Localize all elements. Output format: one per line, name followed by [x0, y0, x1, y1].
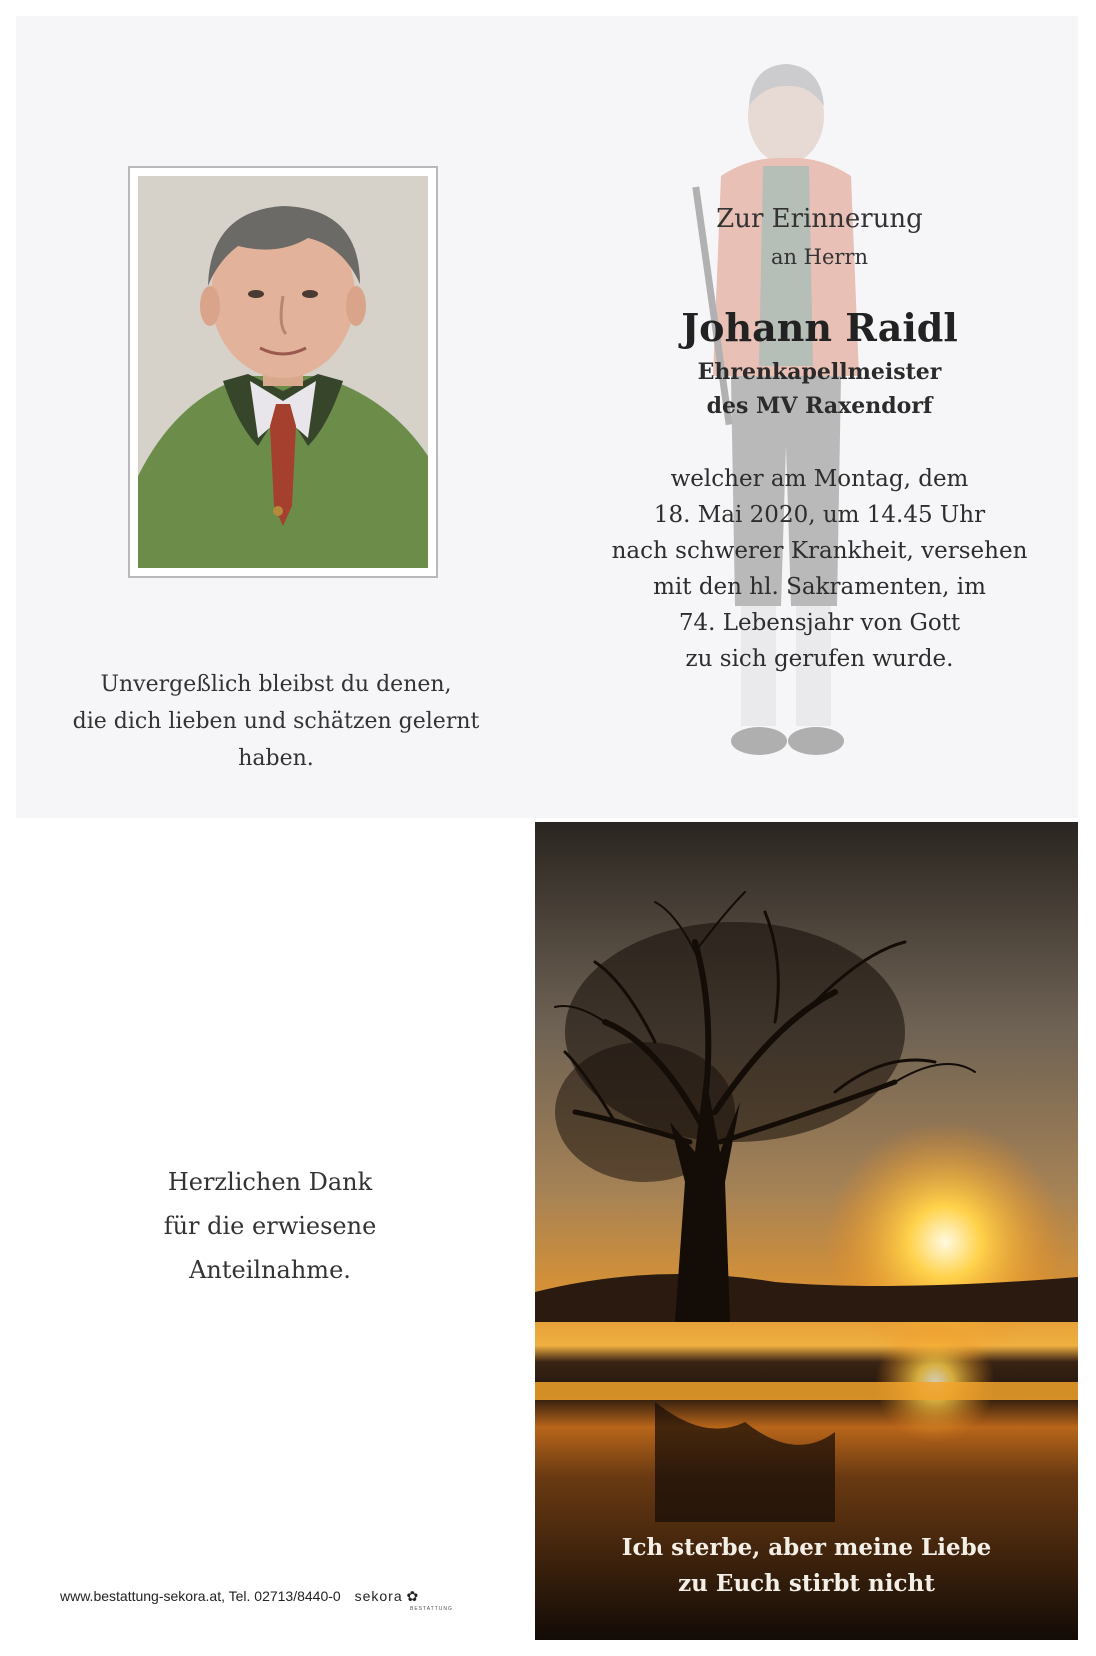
footer-contact: www.bestattung-sekora.at, Tel. 02713/8440-0	[60, 1588, 341, 1604]
quote-line: die dich lieben und schätzen gelernt haben.	[72, 709, 480, 771]
portrait-photo	[138, 176, 428, 568]
funeral-home-logo: sekora	[354, 1588, 403, 1604]
intro-heading: Zur Erinnerung	[716, 204, 923, 234]
quote-line: Unvergeßlich bleibst du denen,	[100, 672, 452, 697]
funeral-home-footer	[60, 1588, 453, 1612]
thanks-line: für die erwiesene	[163, 1212, 377, 1240]
memorial-quote	[46, 666, 506, 777]
death-line: 74. Lebensjahr von Gott	[678, 610, 961, 636]
death-line: 18. Mai 2020, um 14.45 Uhr	[653, 502, 986, 528]
leaf-icon: ✿	[406, 1588, 419, 1604]
cover-caption	[535, 1530, 1078, 1602]
honorary-title: Ehrenkapellmeister	[697, 359, 942, 385]
portrait-frame	[128, 166, 438, 578]
portrait-illustration	[138, 176, 428, 568]
deceased-name: Johann Raidl	[681, 305, 958, 350]
honorary-title-org: des MV Raxendorf	[706, 393, 933, 419]
caption-line: Ich sterbe, aber meine Liebe	[621, 1534, 992, 1561]
death-notice	[561, 461, 1078, 677]
death-line: welcher am Montag, dem	[670, 466, 969, 492]
memorial-text-block	[561, 201, 1078, 677]
thanks-line: Anteilnahme.	[189, 1256, 351, 1284]
death-line: mit den hl. Sakramenten, im	[653, 574, 986, 600]
memorial-card-inside	[16, 16, 1078, 818]
death-line: zu sich gerufen wurde.	[685, 646, 954, 672]
memorial-card-cover	[535, 822, 1078, 1640]
sunset-tree-image	[535, 822, 1078, 1640]
thanks-line: Herzlichen Dank	[167, 1168, 373, 1196]
memorial-text-page	[561, 16, 1078, 818]
salutation: an Herrn	[770, 245, 869, 269]
caption-line: zu Euch stirbt nicht	[678, 1570, 935, 1597]
thanks-message	[30, 1160, 510, 1292]
funeral-home-logo-sub: BESTATTUNG	[410, 1606, 453, 1612]
death-line: nach schwerer Krankheit, versehen	[611, 538, 1028, 564]
